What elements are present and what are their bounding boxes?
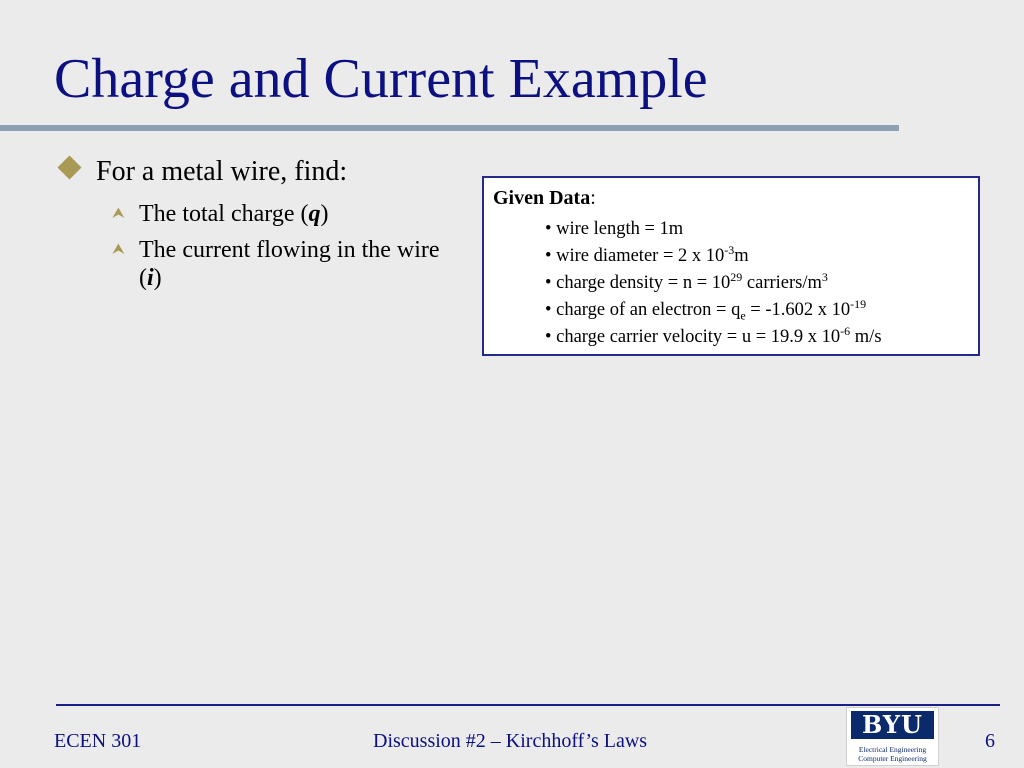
variable-i: i [147, 265, 154, 291]
sub-bullet-text: The current flowing in the wire (i) [139, 237, 440, 291]
sub-bullet-current [112, 236, 452, 296]
logo-text-ce: Computer Engineering [858, 754, 927, 763]
given-data-heading: Given Data: [493, 187, 596, 209]
given-item-wire-diameter: • wire diameter = 2 x $10^{-3}m$ [545, 242, 749, 266]
page-title: Charge and Current Example [54, 48, 708, 110]
given-data-box [482, 176, 980, 356]
given-data-list [545, 216, 882, 351]
byu-logo [846, 707, 939, 766]
diamond-bullet-icon [57, 155, 81, 179]
sub-bullet-text: The total charge (q) [139, 201, 329, 227]
page-number: 6 [985, 730, 995, 752]
byu-logo-mark: BYU [851, 711, 934, 739]
footer-course: ECEN 301 [54, 730, 142, 752]
given-item-charge-density: • charge density = $n = 10^{29}$ carriers/$m^3$ [545, 269, 828, 293]
variable-q: q [308, 201, 321, 227]
given-item-wire-length: • wire length = 1m [545, 219, 684, 239]
bullet-main-text: For a metal wire, find: [96, 156, 348, 187]
chevron-bullet-icon: ⮝ [112, 240, 125, 258]
footer-title: Discussion #2 – Kirchhoff’s Laws [373, 730, 648, 752]
footer-divider [56, 704, 1000, 706]
chevron-bullet-icon: ⮝ [112, 204, 125, 222]
given-item-electron-charge: • charge of an electron = $q_e = -1.602$ x $10^{-19}$ [545, 296, 867, 323]
given-item-carrier-velocity: • charge carrier velocity = u = 19.9 x $10^{-6}$ m/s [545, 323, 882, 347]
sub-bullet-total-charge [112, 200, 452, 230]
logo-text-ee: Electrical Engineering [858, 745, 927, 754]
title-divider [0, 125, 899, 131]
